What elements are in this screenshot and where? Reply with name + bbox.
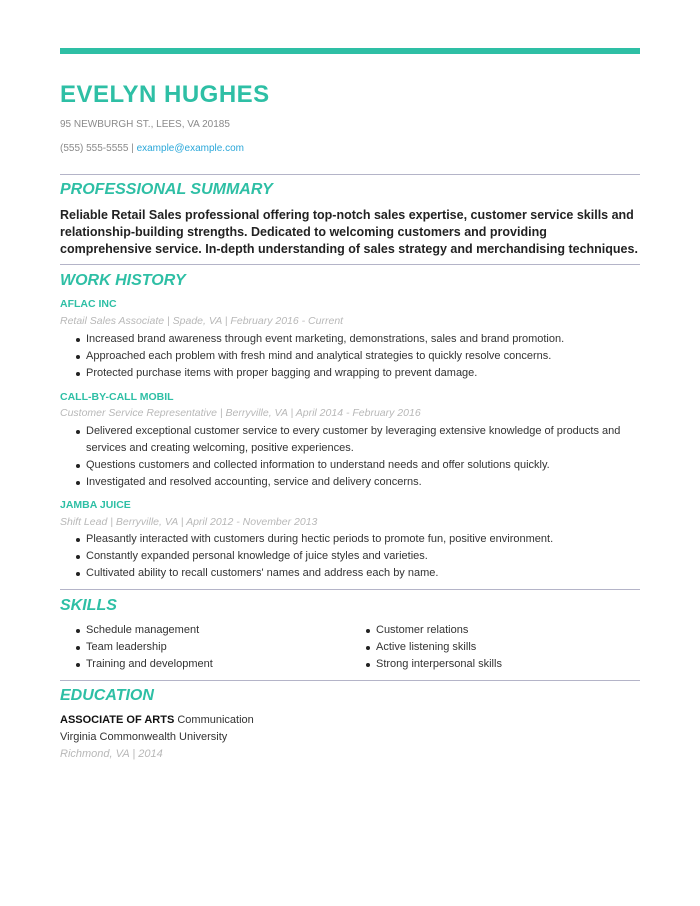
divider bbox=[60, 589, 640, 590]
top-accent-bar bbox=[60, 48, 640, 54]
skill-item: Customer relations bbox=[366, 622, 636, 639]
skill-item: Schedule management bbox=[76, 622, 346, 639]
list-item: Cultivated ability to recall customers' names and address each by name. bbox=[76, 565, 642, 582]
list-item: Increased brand awareness through event marketing, demonstrations, sales and brand promotion. bbox=[76, 331, 642, 348]
skill-item: Strong interpersonal skills bbox=[366, 656, 636, 673]
address: 95 NEWBURGH ST., LEES, VA 20185 bbox=[60, 119, 230, 130]
section-title-summary: PROFESSIONAL SUMMARY bbox=[60, 181, 273, 198]
job-company: CALL-BY-CALL MOBIL bbox=[60, 391, 174, 403]
section-title-skills: SKILLS bbox=[60, 597, 117, 614]
divider bbox=[60, 264, 640, 265]
job-bullets bbox=[76, 423, 642, 491]
contact-separator: | bbox=[131, 143, 134, 154]
skill-item: Team leadership bbox=[76, 639, 346, 656]
job-meta: Shift Lead | Berryville, VA | April 2012 - November 2013 bbox=[60, 516, 318, 528]
school-name: Virginia Commonwealth University bbox=[60, 731, 228, 743]
email-link[interactable]: example@example.com bbox=[136, 143, 244, 154]
list-item: Pleasantly interacted with customers during hectic periods to promote fun, positive environment. bbox=[76, 531, 642, 548]
divider bbox=[60, 174, 640, 175]
contact-line bbox=[60, 142, 244, 156]
list-item: Approached each problem with fresh mind and analytical strategies to quickly resolve concerns. bbox=[76, 348, 642, 365]
job-meta: Retail Sales Associate | Spade, VA | February 2016 - Current bbox=[60, 315, 344, 327]
education-degree-line bbox=[60, 712, 254, 729]
degree: ASSOCIATE OF ARTS bbox=[60, 714, 175, 726]
list-item: Protected purchase items with proper bagging and wrapping to prevent damage. bbox=[76, 365, 642, 382]
skill-item: Active listening skills bbox=[366, 639, 636, 656]
skills-list-right bbox=[366, 622, 636, 673]
job-bullets bbox=[76, 531, 642, 582]
section-title-work-history: WORK HISTORY bbox=[60, 272, 186, 289]
divider bbox=[60, 680, 640, 681]
job-meta: Customer Service Representative | Berryville, VA | April 2014 - February 2016 bbox=[60, 407, 421, 419]
candidate-name: EVELYN HUGHES bbox=[60, 81, 270, 108]
summary-text: Reliable Retail Sales professional offering top-notch sales expertise, customer service skills and relationship-building strengths. Dedicated to welcoming customers and providing comprehensive service. In-depth understanding of sales strategy and merchandising techniques. bbox=[60, 208, 638, 256]
phone: (555) 555-5555 bbox=[60, 143, 129, 154]
list-item: Constantly expanded personal knowledge of juice styles and varieties. bbox=[76, 548, 642, 565]
list-item: Investigated and resolved accounting, service and delivery concerns. bbox=[76, 474, 642, 491]
education-meta: Richmond, VA | 2014 bbox=[60, 748, 163, 760]
job-bullets bbox=[76, 331, 642, 382]
job-company: AFLAC INC bbox=[60, 298, 117, 310]
field-of-study: Communication bbox=[177, 714, 254, 726]
job-company: JAMBA JUICE bbox=[60, 499, 131, 511]
skills-list-left bbox=[76, 622, 346, 673]
skill-item: Training and development bbox=[76, 656, 346, 673]
list-item: Questions customers and collected information to understand needs and offer solutions quickly. bbox=[76, 457, 642, 474]
section-title-education: EDUCATION bbox=[60, 687, 154, 704]
list-item: Delivered exceptional customer service to every customer by leveraging extensive knowledge of products and services and creating welcoming, positive experiences. bbox=[76, 423, 642, 457]
